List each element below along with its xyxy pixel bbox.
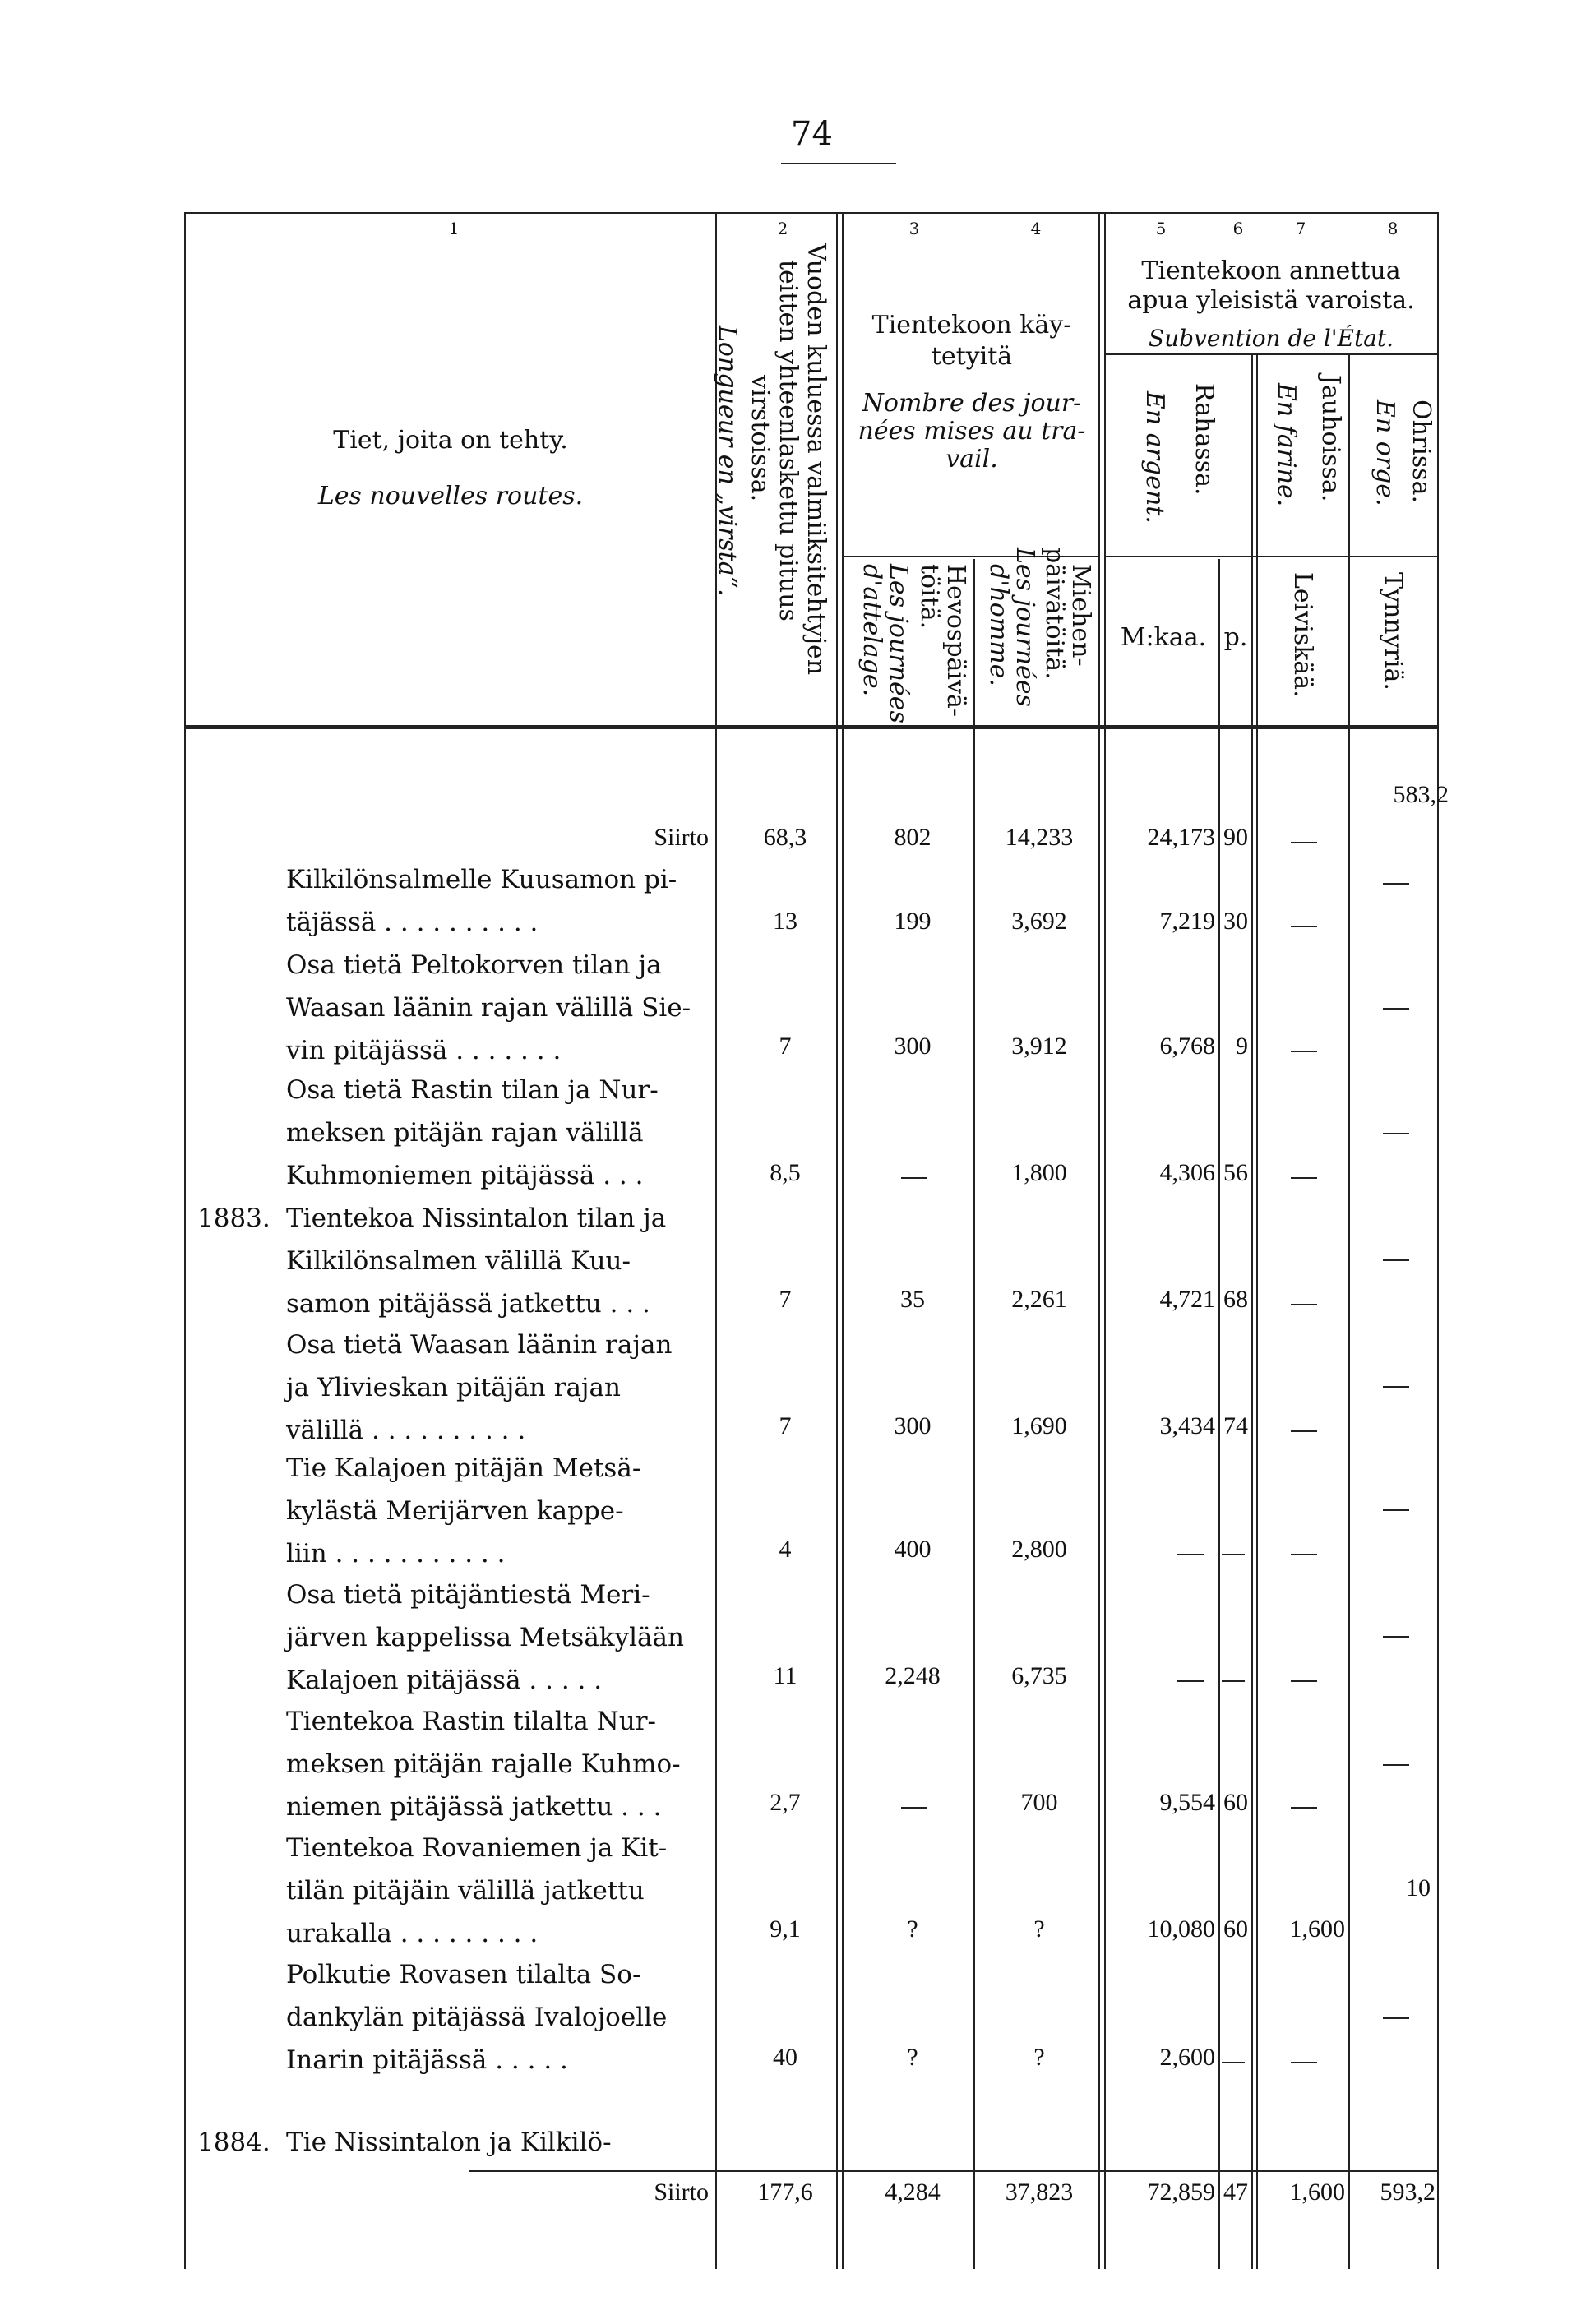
row3-horse-days-dash [901, 1177, 927, 1179]
row2-length: 7 [779, 1033, 792, 1060]
table-left-edge [184, 214, 186, 2269]
row5-line1: Osa tietä Waasan läänin rajan [286, 1330, 673, 1360]
row1-barley-dash [1383, 883, 1409, 885]
row7-marks-dash [1177, 1680, 1204, 1682]
units-header-rule [1104, 556, 1439, 557]
table-row-5-description [286, 1324, 712, 1452]
carry-out-marks: 72,859 [1147, 2178, 1215, 2206]
carry-in-flour-dash [1291, 842, 1317, 843]
column-number-5: 5 [1155, 219, 1167, 238]
row7-length: 11 [773, 1662, 798, 1689]
column-number-3: 3 [908, 219, 920, 238]
row6-line1: Tie Kalajoen pitäjän Metsä- [286, 1453, 641, 1483]
col3-header-fi-line1: Hevospäivä- [941, 564, 970, 717]
col7-unit: Leiviskää. [1288, 572, 1317, 698]
row8-barley-dash [1383, 1764, 1409, 1766]
row1-flour-dash [1291, 926, 1317, 927]
table-row-8-description [286, 1700, 712, 1828]
row5-flour-dash [1291, 1430, 1317, 1432]
col-divider-3-4 [973, 559, 975, 2269]
column-number-2: 2 [777, 219, 788, 238]
row6-barley-dash [1383, 1509, 1409, 1511]
row9-man-days: ? [1033, 1915, 1045, 1943]
row1-line1: Kilkilönsalmelle Kuusamon pi- [286, 865, 677, 894]
row10-pennies-dash [1222, 2062, 1245, 2063]
row9-pennies: 60 [1223, 1915, 1248, 1943]
row2-barley-dash [1383, 1008, 1409, 1010]
carry-in-pennies: 90 [1223, 824, 1248, 851]
col8-top-value: 583,2 [1393, 781, 1449, 808]
col-divider-7-8 [1348, 353, 1350, 2269]
row8-marks: 9,554 [1159, 1789, 1215, 1816]
row11-line1: Tie Nissintalon ja Kilkilö- [286, 2128, 612, 2157]
row3-man-days: 1,800 [1011, 1159, 1067, 1186]
row9-line3: urakalla . . . . . . . . . [286, 1919, 539, 1948]
col8-unit: Tynnyriä. [1379, 572, 1408, 691]
subvention-header-fr: Subvention de l'État. [1148, 325, 1394, 352]
carry-out-length: 177,6 [757, 2178, 813, 2206]
workdays-header-fr-line3: vail. [945, 445, 998, 474]
col4-header-fi-line1: Miehen- [1066, 564, 1095, 667]
carry-out-flour: 1,600 [1289, 2178, 1345, 2206]
row8-pennies: 60 [1223, 1789, 1248, 1816]
barley-header-fr: En orge. [1371, 400, 1399, 506]
table-row-4-description [286, 1197, 712, 1325]
row4-horse-days: 35 [900, 1286, 925, 1313]
row8-horse-days-dash [901, 1807, 927, 1809]
row9-marks: 10,080 [1147, 1915, 1215, 1943]
row3-line1: Osa tietä Rastin tilan ja Nur- [286, 1075, 659, 1105]
col2-header-fi-line2: teitten yhteenlaskettu pituus [774, 260, 802, 621]
carry-out-man-days: 37,823 [1005, 2178, 1074, 2206]
table-row-1-description [286, 858, 712, 944]
table-row-7-description [286, 1573, 712, 1702]
row4-pennies: 68 [1223, 1286, 1248, 1313]
row9-flour: 1,600 [1289, 1915, 1345, 1943]
col1-header-fr: Les nouvelles routes. [317, 482, 584, 511]
subvention-header-fi-line1: Tientekoon annettua [1141, 256, 1401, 285]
row10-marks: 2,600 [1159, 2044, 1215, 2071]
row7-line1: Osa tietä pitäjäntiestä Meri- [286, 1580, 650, 1610]
col1-header-fi: Tiet, joita on tehty. [333, 426, 568, 455]
row8-line3: niemen pitäjässä jatkettu . . . [286, 1792, 662, 1822]
row7-line2: järven kappelissa Metsäkylään [286, 1623, 684, 1652]
row1-horse-days: 199 [894, 908, 932, 935]
row10-line1: Polkutie Rovasen tilalta So- [286, 1960, 641, 1989]
row2-line1: Osa tietä Peltokorven tilan ja [286, 950, 662, 980]
row7-pennies-dash [1222, 1680, 1245, 1682]
workdays-header-fi-line1: Tientekoon käy- [871, 311, 1072, 340]
carry-out-horse-days: 4,284 [885, 2178, 941, 2206]
carry-out-label: Siirto [654, 2178, 709, 2206]
row6-length: 4 [779, 1536, 792, 1563]
row7-flour-dash [1291, 1680, 1317, 1682]
flour-header-fr: En farine. [1272, 383, 1301, 507]
table-row-3-description [286, 1069, 712, 1197]
row4-flour-dash [1291, 1304, 1317, 1305]
carry-in-marks: 24,173 [1147, 824, 1215, 851]
page-number: 74 [791, 115, 833, 153]
table-right-edge [1437, 214, 1439, 2269]
row7-barley-dash [1383, 1636, 1409, 1638]
row3-pennies: 56 [1223, 1159, 1248, 1186]
row8-line2: meksen pitäjän rajalle Kuhmo- [286, 1749, 681, 1779]
row3-length: 8,5 [770, 1159, 801, 1186]
row3-marks: 4,306 [1159, 1159, 1215, 1186]
row9-line1: Tientekoa Rovaniemen ja Kit- [286, 1833, 668, 1863]
col4-header-fr-line1: Les journées [1010, 548, 1039, 707]
row3-barley-dash [1383, 1133, 1409, 1134]
row5-barley-dash [1383, 1386, 1409, 1388]
totals-rule [469, 2170, 1439, 2172]
col-divider-2-3-double [842, 214, 844, 2269]
row8-man-days: 700 [1020, 1789, 1058, 1816]
workdays-header-fr-line2: nées mises au tra- [858, 417, 1086, 446]
subvention-header-fi-line2: apua yleisistä varoista. [1127, 286, 1415, 315]
row8-line1: Tientekoa Rastin tilalta Nur- [286, 1707, 656, 1736]
col4-header-fr-line2: d'homme. [984, 564, 1013, 687]
column-number-4: 4 [1030, 219, 1042, 238]
row2-line2: Waasan läänin rajan välillä Sie- [286, 993, 691, 1023]
carry-in-length: 68,3 [763, 824, 807, 851]
row7-line3: Kalajoen pitäjässä . . . . . [286, 1666, 603, 1695]
col3-header-fr-line1: Les journées [884, 564, 913, 723]
row3-flour-dash [1291, 1177, 1317, 1179]
col5-unit: M:kaa. [1120, 623, 1207, 652]
carry-in-man-days: 14,233 [1005, 824, 1074, 851]
row7-horse-days: 2,248 [885, 1662, 941, 1689]
row4-man-days: 2,261 [1011, 1286, 1067, 1313]
row11-year: 1884. [197, 2128, 270, 2157]
row5-pennies: 74 [1223, 1412, 1248, 1439]
row1-length: 13 [773, 908, 798, 935]
row5-horse-days: 300 [894, 1412, 932, 1439]
col2-header-fi-line3: virstoissa. [746, 375, 774, 502]
money-header-fr: En argent. [1140, 391, 1169, 524]
table-row-9-description [286, 1827, 712, 1955]
row9-horse-days: ? [907, 1915, 918, 1943]
row10-flour-dash [1291, 2062, 1317, 2063]
col-divider-2-3 [836, 214, 838, 2269]
row10-horse-days: ? [907, 2044, 918, 2071]
col3-header-fi-line2: töitä. [915, 564, 944, 630]
column-number-7: 7 [1295, 219, 1306, 238]
flour-header-fi: Jauhoissa. [1316, 375, 1345, 502]
row4-line2: Kilkilönsalmen välillä Kuu- [286, 1246, 631, 1276]
row1-man-days: 3,692 [1011, 908, 1067, 935]
row9-barley: 10 [1406, 1874, 1431, 1901]
row10-line2: dankylän pitäjässä Ivalojoelle [286, 2003, 668, 2032]
row9-length: 9,1 [770, 1915, 801, 1943]
row4-length: 7 [779, 1286, 792, 1313]
carry-out-pennies: 47 [1223, 2178, 1248, 2206]
row2-pennies: 9 [1236, 1033, 1248, 1060]
column-number-1: 1 [448, 219, 460, 238]
row10-barley-dash [1383, 2017, 1409, 2019]
row4-year: 1883. [197, 1204, 270, 1233]
row6-flour-dash [1291, 1554, 1317, 1555]
table-top-rule [184, 212, 1439, 214]
table-row-10-description [286, 1953, 712, 2081]
row8-length: 2,7 [770, 1789, 801, 1816]
row3-line3: Kuhmoniemen pitäjässä . . . [286, 1161, 644, 1190]
row10-man-days: ? [1033, 2044, 1045, 2071]
row10-line3: Inarin pitäjässä . . . . . [286, 2045, 568, 2075]
row2-horse-days: 300 [894, 1033, 932, 1060]
row6-pennies-dash [1222, 1554, 1245, 1555]
col-divider-6-7-double [1256, 353, 1258, 2269]
row1-marks: 7,219 [1159, 908, 1215, 935]
table-row-11-description [286, 2121, 712, 2164]
row2-man-days: 3,912 [1011, 1033, 1067, 1060]
col-divider-4-5 [1098, 214, 1100, 2269]
col3-header-fr-line2: d'attelage. [858, 564, 886, 697]
table-row-6-description [286, 1447, 712, 1575]
table-row-2-description [286, 944, 712, 1072]
row6-marks-dash [1177, 1554, 1204, 1555]
row4-line1: Tientekoa Nissintalon tilan ja [286, 1204, 667, 1233]
col4-header-fi-line2: päivätöitä. [1040, 548, 1069, 680]
row9-line2: tilän pitäjäin välillä jatkettu [286, 1876, 645, 1906]
row2-line3: vin pitäjässä . . . . . . . [286, 1036, 562, 1065]
row1-line2: täjässä . . . . . . . . . . [286, 908, 539, 937]
row6-line2: kylästä Merijärven kappe- [286, 1496, 624, 1526]
carry-out-barley: 593,2 [1380, 2178, 1436, 2206]
row5-man-days: 1,690 [1011, 1412, 1067, 1439]
row6-man-days: 2,800 [1011, 1536, 1067, 1563]
subvention-header-rule [1104, 353, 1439, 355]
col6-unit: p. [1223, 623, 1248, 652]
workdays-header-fr-line1: Nombre des jour- [862, 389, 1082, 418]
row3-line2: meksen pitäjän rajan välillä [286, 1118, 644, 1148]
col2-header-fr: Longueur en „virsta“. [713, 326, 742, 597]
row8-flour-dash [1291, 1807, 1317, 1809]
workdays-header-fi-line2: tetyitä [931, 342, 1013, 371]
page-number-rule [781, 163, 896, 164]
row5-marks: 3,434 [1159, 1412, 1215, 1439]
row6-line3: liin . . . . . . . . . . . [286, 1539, 506, 1569]
column-number-8: 8 [1387, 219, 1399, 238]
row5-line2: ja Ylivieskan pitäjän rajan [286, 1373, 621, 1402]
col2-header-fi-line1: Vuoden kuluessa valmiiksitehtyjen [802, 243, 830, 676]
row4-marks: 4,721 [1159, 1286, 1215, 1313]
row6-horse-days: 400 [894, 1536, 932, 1563]
col-divider-6-7 [1251, 353, 1253, 2269]
row10-length: 40 [773, 2044, 798, 2071]
row7-man-days: 6,735 [1011, 1662, 1067, 1689]
carry-in-label: Siirto [654, 824, 709, 851]
row4-barley-dash [1383, 1259, 1409, 1261]
row5-length: 7 [779, 1412, 792, 1439]
row4-line3: samon pitäjässä jatkettu . . . [286, 1289, 650, 1319]
row1-pennies: 30 [1223, 908, 1248, 935]
row5-line3: välillä . . . . . . . . . . [286, 1416, 526, 1445]
row2-marks: 6,768 [1159, 1033, 1215, 1060]
row2-flour-dash [1291, 1051, 1317, 1052]
carry-in-horse-days: 802 [894, 824, 932, 851]
column-number-6: 6 [1232, 219, 1244, 238]
col-divider-4-5-double [1104, 214, 1106, 2269]
barley-header-fi: Ohrissa. [1407, 400, 1436, 504]
money-header-fi: Rahassa. [1190, 383, 1218, 496]
